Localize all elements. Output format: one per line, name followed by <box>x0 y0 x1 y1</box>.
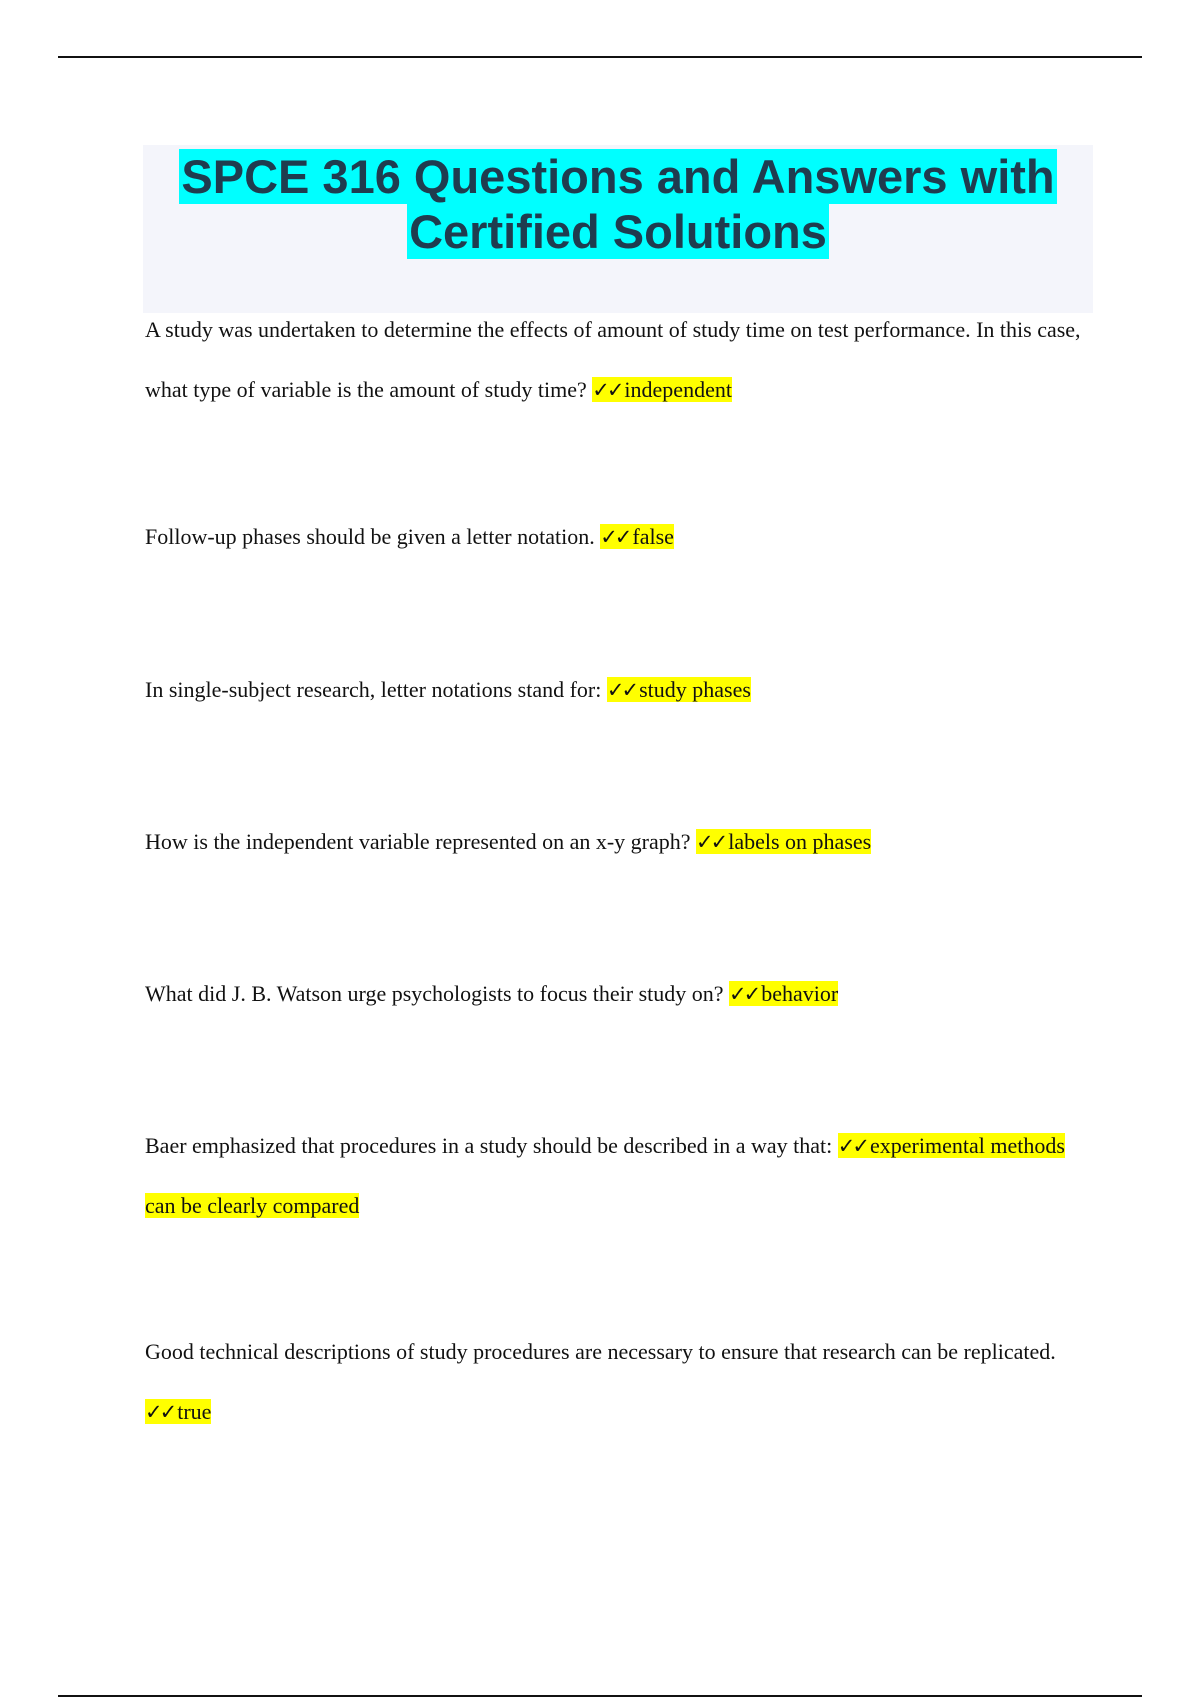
answer-highlight <box>592 377 732 402</box>
answer-highlight <box>600 524 674 549</box>
double-check-icon: ✓✓ <box>696 830 726 854</box>
answer-highlight <box>145 1399 211 1424</box>
answer-text: true <box>177 1399 212 1424</box>
title-block <box>143 145 1093 313</box>
qa-item-1 <box>145 300 1095 420</box>
top-rule <box>58 56 1142 58</box>
double-check-icon: ✓✓ <box>592 378 622 402</box>
double-check-icon: ✓✓ <box>145 1400 175 1424</box>
answer-text: false <box>632 524 674 549</box>
answer-text: experimental methods can be clearly compared <box>145 1133 1065 1218</box>
qa-item-4 <box>145 812 1095 872</box>
question-text: Good technical descriptions of study procedures are necessary to ensure that research can be replicated. <box>145 1339 1056 1364</box>
double-check-icon: ✓✓ <box>600 525 630 549</box>
answer-text: behavior <box>761 981 839 1006</box>
double-check-icon: ✓✓ <box>606 678 637 702</box>
answer-highlight <box>696 829 871 854</box>
question-text: Baer emphasized that procedures in a study should be described in a way that: <box>145 1133 838 1158</box>
bottom-rule <box>58 1695 1142 1697</box>
question-text: How is the independent variable represented on an x-y graph? <box>145 829 697 854</box>
question-text: Follow-up phases should be given a letter notation. <box>145 524 601 549</box>
double-check-icon: ✓✓ <box>729 982 759 1006</box>
answer-highlight <box>607 677 751 702</box>
answer-text: independent <box>624 377 732 402</box>
double-check-icon: ✓✓ <box>837 1134 867 1158</box>
qa-item-2 <box>145 507 1095 567</box>
document-title-line-2: Certified Solutions <box>409 205 827 258</box>
qa-item-6 <box>145 1116 1095 1236</box>
answer-highlight <box>729 981 838 1006</box>
answer-text: labels on phases <box>728 829 872 854</box>
qa-item-7 <box>145 1322 1095 1442</box>
answer-text: study phases <box>639 677 751 702</box>
qa-item-5 <box>145 964 1095 1024</box>
question-text: In single-subject research, letter notations stand for: <box>145 677 607 702</box>
question-text: A study was undertaken to determine the effects of amount of study time on test performance. In this case, what type of variable is the amount of study time? <box>145 317 1081 402</box>
document-title-line-1: SPCE 316 Questions and Answers with <box>181 150 1055 203</box>
question-text: What did J. B. Watson urge psychologists to focus their study on? <box>145 981 730 1006</box>
qa-item-3 <box>145 660 1095 720</box>
